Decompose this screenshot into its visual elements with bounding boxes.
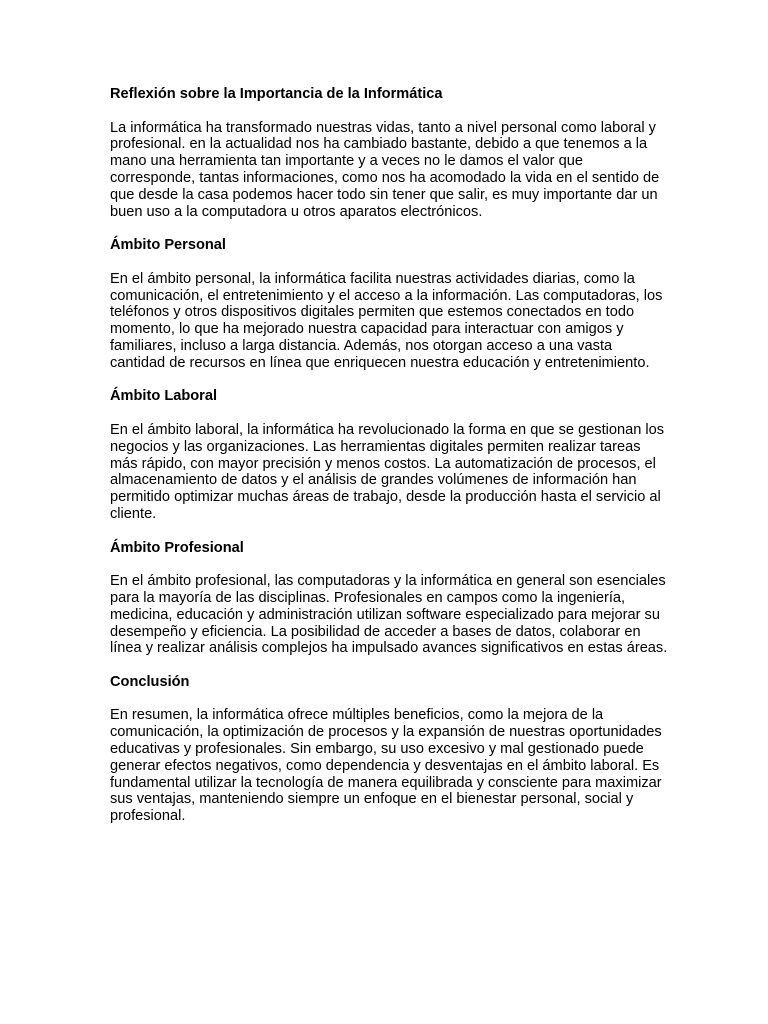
section-heading-conclusion: Conclusión bbox=[110, 673, 190, 690]
document-page bbox=[110, 86, 670, 842]
intro-paragraph: La informática ha transformado nuestras vidas, tanto a nivel personal como laboral y profesional. en la actualidad nos ha cambiado bastante, debido a que tenemos a la mano una herramienta tan importante y a veces no le damos el valor que corresponde, tantas informaciones, como nos ha acomodado la vida en el sentido de que desde la casa podemos hacer todo sin tener que salir, es muy importante dar un buen uso a la computadora u otros aparatos electrónicos. bbox=[110, 119, 660, 220]
section-heading-profesional: Ámbito Profesional bbox=[110, 539, 244, 556]
section-heading-laboral: Ámbito Laboral bbox=[110, 388, 218, 405]
section-paragraph-conclusion: En resumen, la informática ofrece múltiples beneficios, como la mejora de la comunicación, la optimización de procesos y la expansión de nuestras oportunidades educativas y profesionales. Sin embargo, su uso excesivo y mal gestionado puede generar efectos negativos, como dependencia y desventajas en el ámbito laboral. Es fundamental utilizar la tecnología de manera equilibrada y consciente para maximizar sus ventajas, manteniendo siempre un enfoque en el bienestar personal, social y profesional. bbox=[110, 707, 662, 825]
section-paragraph-personal: En el ámbito personal, la informática facilita nuestras actividades diarias, como la comunicación, el entretenimiento y el acceso a la información. Las computadoras, los teléfonos y otros dispositivos digitales permiten que estemos conectados en todo momento, lo que ha mejorado nuestra capacidad para interactuar con amigos y familiares, incluso a larga distancia. Además, nos otorgan acceso a una vasta cantidad de recursos en línea que enriquecen nuestra educación y entretenimiento. bbox=[110, 270, 663, 371]
section-paragraph-profesional: En el ámbito profesional, las computadoras y la informática en general son esenciales para la mayoría de las disciplinas. Profesionales en campos como la ingeniería, medicina, educación y administración utilizan software especializado para mejorar su desempeño y eficiencia. La posibilidad de acceder a bases de datos, colaborar en línea y realizar análisis complejos ha impulsado avances significativos en estas áreas. bbox=[110, 573, 668, 657]
section-paragraph-laboral: En el ámbito laboral, la informática ha revolucionado la forma en que se gestionan los negocios y las organizaciones. Las herramientas digitales permiten realizar tareas más rápido, con mayor precisión y menos costos. La automatización de procesos, el almacenamiento de datos y el análisis de grandes volúmenes de información han permitido optimizar muchas áreas de trabajo, desde la producción hasta el servicio al cliente. bbox=[110, 421, 665, 522]
section-heading-personal: Ámbito Personal bbox=[110, 237, 226, 254]
document-title: Reflexión sobre la Importancia de la Informática bbox=[110, 86, 443, 102]
